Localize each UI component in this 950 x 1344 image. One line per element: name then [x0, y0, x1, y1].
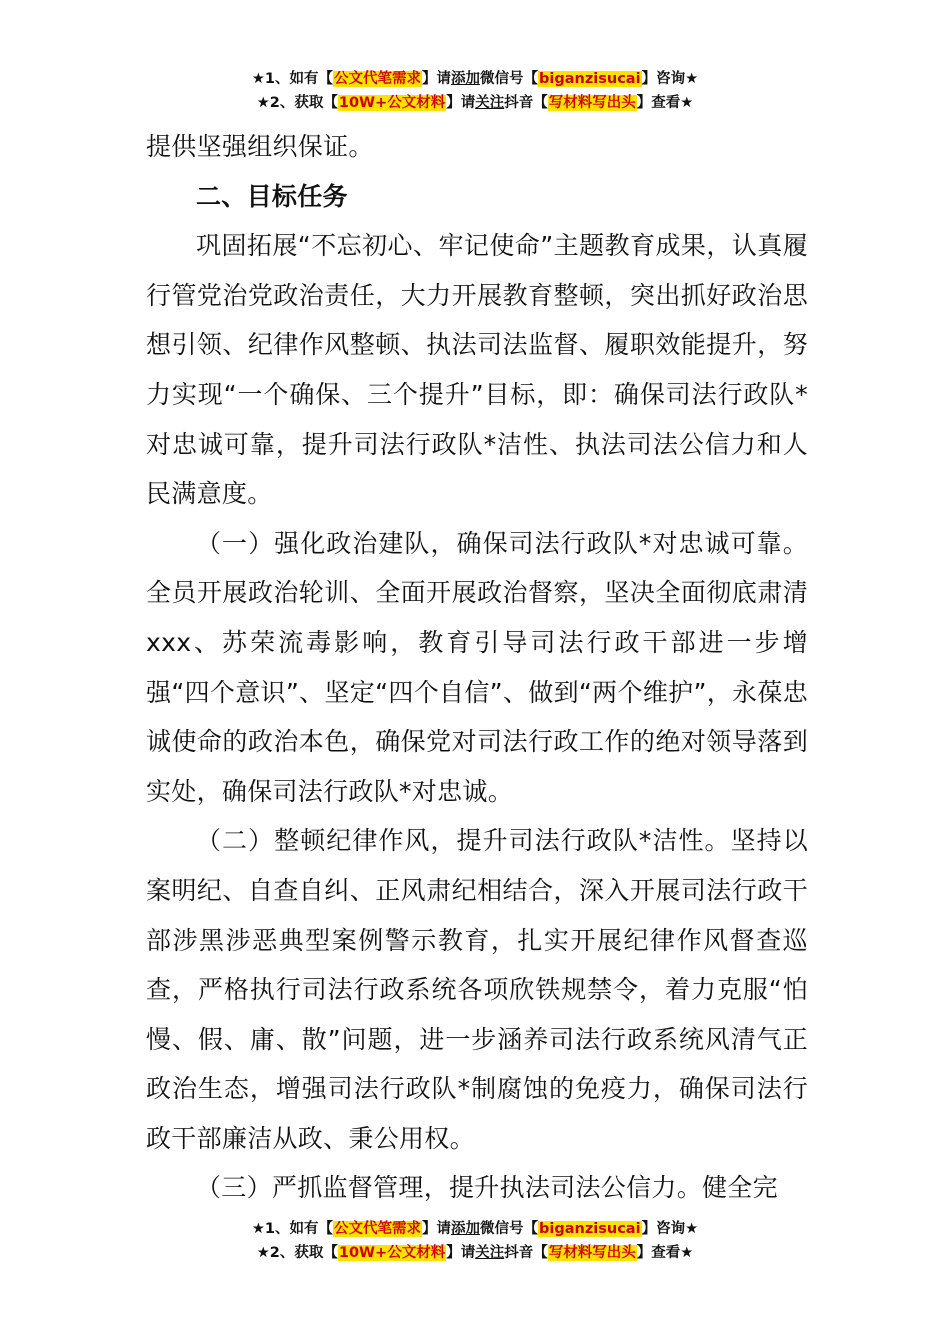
section-heading: 二、目标任务 — [196, 181, 348, 211]
banner-text: 】请 — [446, 95, 476, 111]
banner-text: 】咨询★ — [641, 71, 699, 87]
banner-underlined-text: 关注 — [475, 95, 505, 111]
banner-text: 】查看★ — [636, 1245, 694, 1261]
paragraph-item-2: （二）整顿纪律作风，提升司法行政队*洁性。坚持以案明纪、自查自纠、正风肃纪相结合，深入开展司法行政干部涉黑涉恶典型案例警示教育，扎实开展纪律作风督查巡查，严格执行司法行政系统各项欣铁规禁令，着力克服“怕慢、假、庸、散”问题，进一步涵养司法行政系统风清气正政治生态，增强司法行政队*制腐蚀的免疫力，确保司法行政干部廉洁从政、秉公用权。 — [146, 826, 808, 1153]
banner-text: 微信号【 — [480, 1221, 539, 1237]
paragraph-item-3: （三）严抓监督管理，提升执法司法公信力。健全完 — [196, 1173, 778, 1203]
banner-line-2 — [0, 1242, 950, 1266]
banner-highlight: 写材料写出头 — [548, 95, 636, 111]
paragraph-item-1: （一）强化政治建队，确保司法行政队*对忠诚可靠。全员开展政治轮训、全面开展政治督察，坚决全面彻底肃清xxx、苏荣流毒影响，教育引导司法行政干部进一步增强“四个意识”、坚定“四个自信”、做到“两个维护”，永葆忠诚使命的政治本色，确保党对司法行政工作的绝对领导落到实处，确保司法行政队*对忠诚。 — [146, 528, 808, 806]
banner-text: 】请 — [422, 1221, 452, 1237]
banner-underlined-text: 添加 — [451, 1221, 481, 1237]
banner-text: 抖音【 — [504, 95, 548, 111]
paragraph-goals: 巩固拓展“不忘初心、牢记使命”主题教育成果，认真履行管党治党政治责任，大力开展教育整顿，突出抓好政治思想引领、纪律作风整顿、执法司法监督、履职效能提升，努力实现“一个确保、三个提升”目标，即：确保司法行政队*对忠诚可靠，提升司法行政队*洁性、执法司法公信力和人民满意度。 — [146, 231, 808, 509]
banner-highlight: 公文代笔需求 — [334, 1221, 422, 1237]
banner-text: 抖音【 — [504, 1245, 548, 1261]
paragraph-continuation: 提供坚强组织保证。 — [146, 132, 374, 161]
banner-highlight: 10W+公文材料 — [338, 95, 446, 111]
banner-text: 】咨询★ — [641, 1221, 699, 1237]
banner-text: ★2、获取【 — [256, 1245, 338, 1261]
footer-watermark-banner — [0, 1218, 950, 1266]
banner-line-1 — [0, 1218, 950, 1242]
banner-highlight: biganzisucai — [539, 71, 641, 87]
banner-text: ★1、如有【 — [251, 1221, 334, 1237]
banner-underlined-text: 添加 — [451, 71, 481, 87]
banner-line-2 — [0, 92, 950, 116]
banner-text: ★1、如有【 — [251, 71, 334, 87]
banner-line-1 — [0, 68, 950, 92]
banner-highlight: 公文代笔需求 — [334, 71, 422, 87]
banner-highlight: 写材料写出头 — [548, 1245, 636, 1261]
banner-text: 微信号【 — [480, 71, 539, 87]
document-body — [146, 122, 808, 1213]
banner-highlight: 10W+公文材料 — [338, 1245, 446, 1261]
header-watermark-banner — [0, 68, 950, 116]
banner-text: 】请 — [446, 1245, 476, 1261]
banner-text: 】请 — [422, 71, 452, 87]
banner-highlight: biganzisucai — [539, 1221, 641, 1237]
banner-underlined-text: 关注 — [475, 1245, 505, 1261]
banner-text: 】查看★ — [636, 95, 694, 111]
banner-text: ★2、获取【 — [256, 95, 338, 111]
